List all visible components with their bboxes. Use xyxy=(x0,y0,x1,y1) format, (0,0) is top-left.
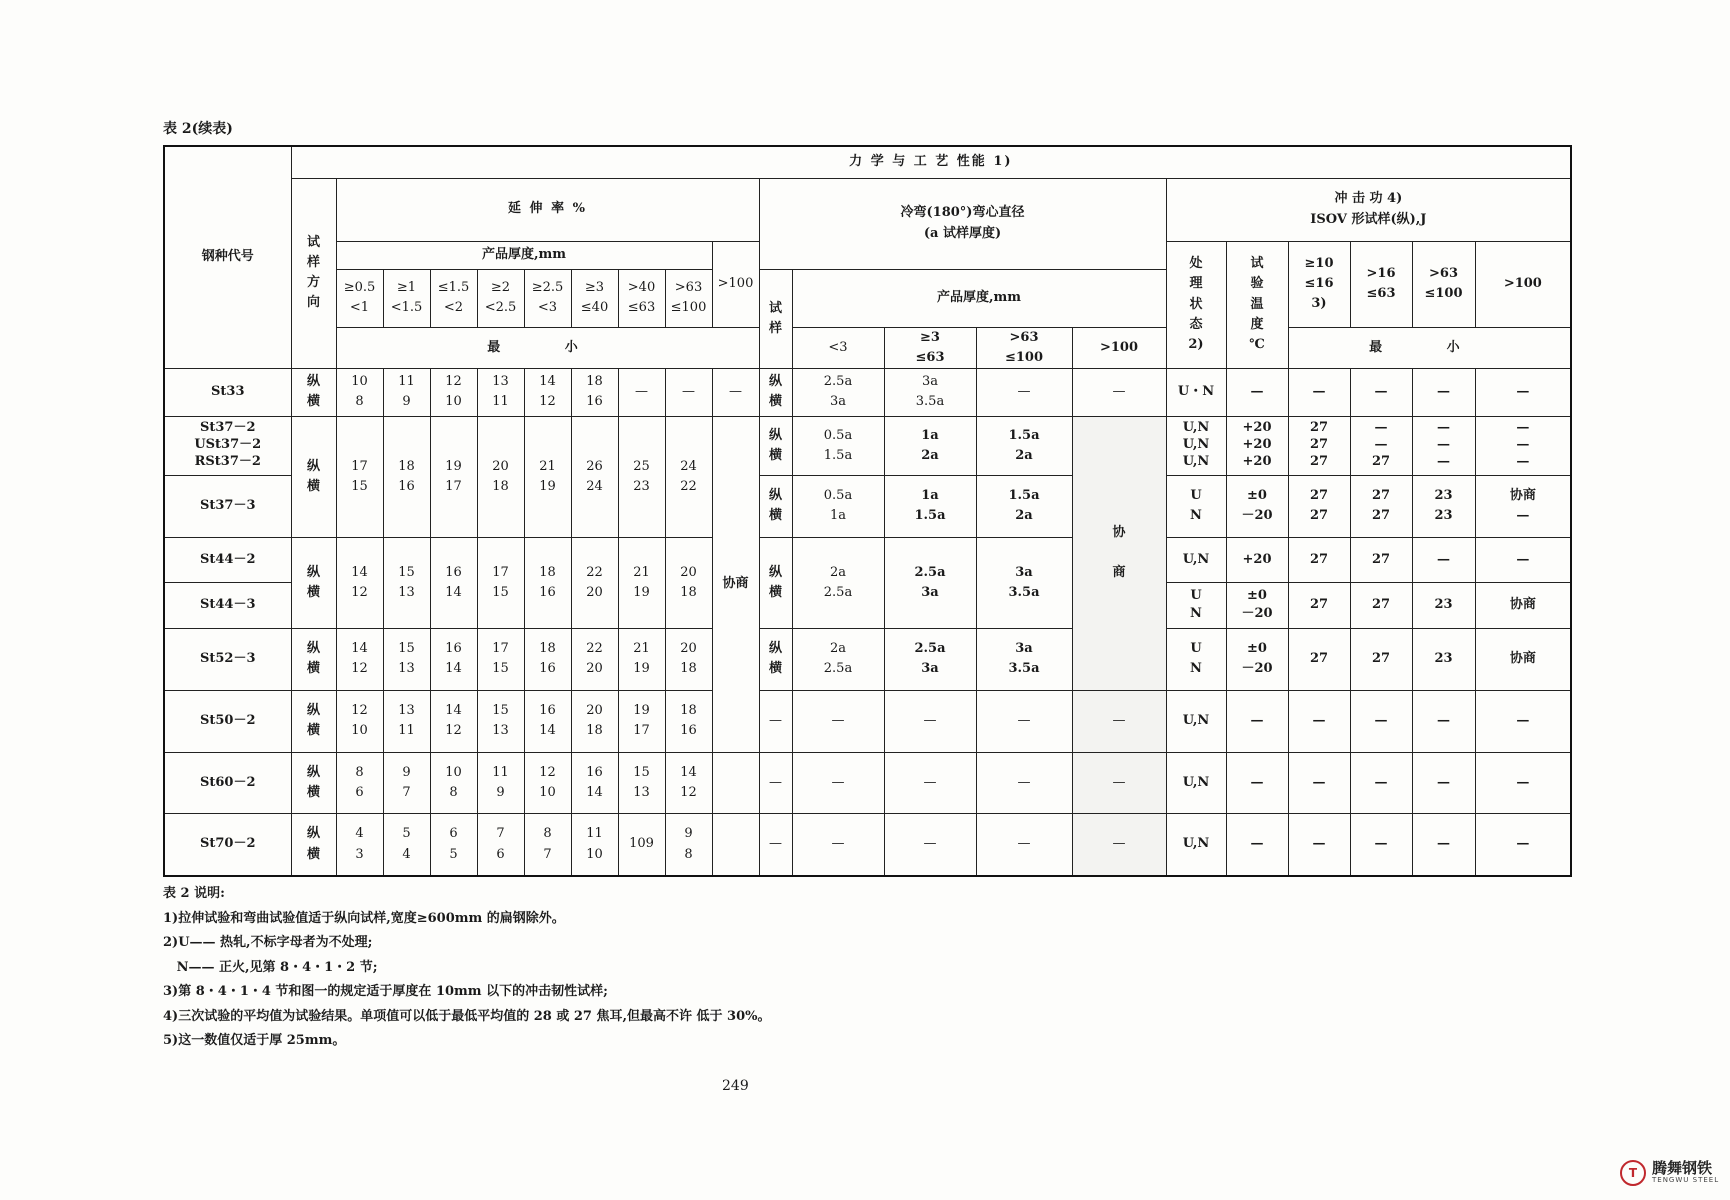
impact-cell: 23 23 xyxy=(1412,475,1475,537)
header-mechanical: 力 学 与 工 艺 性能 1) xyxy=(291,146,1571,178)
direction-cell: 纵 横 xyxy=(291,690,336,752)
bend-specimen-cell: 纵 横 xyxy=(759,416,792,475)
treatment-cell: U N xyxy=(1166,582,1226,628)
header-impact-col-2: >63 ≤100 xyxy=(1412,241,1475,327)
elong-gt100-cell xyxy=(712,752,759,813)
elong-cell: 4 3 xyxy=(336,813,383,876)
temp-cell: ±0 －20 xyxy=(1226,582,1288,628)
impact-cell: — xyxy=(1350,752,1412,813)
header-elong-col-1: ≥1 <1.5 xyxy=(383,269,430,327)
bend-cell: 1.5a 2a xyxy=(976,475,1072,537)
note-line: 2)U—— 热轧,不标字母者为不处理; xyxy=(163,935,373,950)
header-specimen-direction: 试 样 方 向 xyxy=(291,178,336,368)
elong-cell: 5 4 xyxy=(383,813,430,876)
grade-cell: St70－2 xyxy=(164,813,291,876)
elong-cell: 16 14 xyxy=(430,537,477,628)
impact-cell: — xyxy=(1412,368,1475,416)
elong-cell: 12 10 xyxy=(336,690,383,752)
brand-logo xyxy=(1620,1160,1719,1186)
impact-cell: — xyxy=(1412,690,1475,752)
header-elong-min: 最 小 xyxy=(336,327,759,368)
treatment-cell: U N xyxy=(1166,628,1226,690)
impact-cell: — xyxy=(1288,752,1350,813)
table-notes xyxy=(163,882,771,1054)
bend-cell: — xyxy=(976,813,1072,876)
header-bend-col-3: >100 xyxy=(1072,327,1166,368)
impact-cell: — xyxy=(1412,813,1475,876)
elong-cell: 20 18 xyxy=(571,690,618,752)
grade-cell: St44－3 xyxy=(164,582,291,628)
impact-cell: — xyxy=(1412,752,1475,813)
bend-cell: — xyxy=(976,690,1072,752)
bend-specimen-cell: — xyxy=(759,813,792,876)
treatment-cell: U N xyxy=(1166,475,1226,537)
impact-cell: — xyxy=(1475,813,1571,876)
elong-cell: 20 18 xyxy=(665,537,712,628)
impact-cell: 27 27 xyxy=(1288,475,1350,537)
elong-cell: 17 15 xyxy=(477,628,524,690)
header-elongation: 延 伸 率 % xyxy=(336,178,759,241)
bend-cell: 3a 3.5a xyxy=(884,368,976,416)
direction-cell: 纵 横 xyxy=(291,628,336,690)
impact-cell: — — — xyxy=(1475,416,1571,475)
elong-cell: 11 9 xyxy=(477,752,524,813)
bend-gt100-merged: 协 商 xyxy=(1072,416,1166,690)
header-bend-specimen: 试 样 xyxy=(759,269,792,368)
table-row xyxy=(164,628,1571,690)
elong-cell: 8 7 xyxy=(524,813,571,876)
note-line: 3)第 8・4・1・4 节和图一的规定适于厚度在 10mm 以下的冲击韧性试样; xyxy=(163,984,608,999)
elong-cell: 17 15 xyxy=(477,537,524,628)
elong-gt100-cell: — xyxy=(712,368,759,416)
impact-cell: 27 xyxy=(1350,582,1412,628)
temp-cell: ±0 －20 xyxy=(1226,475,1288,537)
elong-cell: — xyxy=(618,368,665,416)
impact-cell: — xyxy=(1350,368,1412,416)
temp-cell: — xyxy=(1226,813,1288,876)
bend-cell: — xyxy=(792,690,884,752)
elong-cell: — xyxy=(665,368,712,416)
bend-cell: — xyxy=(884,813,976,876)
table-caption: 表 2(续表) xyxy=(163,121,233,137)
note-line: 1)拉伸试验和弯曲试验值适于纵向试样,宽度≥600mm 的扁钢除外。 xyxy=(163,910,565,926)
elong-cell: 12 10 xyxy=(524,752,571,813)
elong-cell: 16 14 xyxy=(571,752,618,813)
note-line: 4)三次试验的平均值为试验结果。单项值可以低于最低平均值的 28 或 27 焦耳,但最高不许 低于 30%。 xyxy=(163,1008,771,1024)
table-row xyxy=(164,537,1571,582)
bend-cell: — xyxy=(976,368,1072,416)
impact-cell: — xyxy=(1350,813,1412,876)
impact-cell: 27 27 xyxy=(1350,475,1412,537)
bend-specimen-cell: 纵 横 xyxy=(759,537,792,628)
header-elong-col-0: ≥0.5 <1 xyxy=(336,269,383,327)
header-elong-col-6: >40 ≤63 xyxy=(618,269,665,327)
bend-cell: — xyxy=(976,752,1072,813)
note-line: N—— 正火,见第 8・4・1・2 节; xyxy=(163,959,378,975)
header-impact-min: 最 小 xyxy=(1288,327,1571,368)
elong-cell: 20 18 xyxy=(477,416,524,537)
impact-cell: 23 xyxy=(1412,582,1475,628)
elong-cell: 22 20 xyxy=(571,628,618,690)
elong-gt100-merged: 协商 xyxy=(712,416,759,752)
elong-cell: 8 6 xyxy=(336,752,383,813)
elong-cell: 14 12 xyxy=(524,368,571,416)
elong-cell: 24 22 xyxy=(665,416,712,537)
header-bend-col-0: <3 xyxy=(792,327,884,368)
logo-en: TENGWU STEEL xyxy=(1652,1176,1720,1185)
elong-cell: 14 12 xyxy=(336,537,383,628)
page-number: 249 xyxy=(722,1078,749,1094)
elong-cell: 14 12 xyxy=(665,752,712,813)
bend-specimen-cell: 纵 横 xyxy=(759,368,792,416)
temp-cell: — xyxy=(1226,690,1288,752)
elong-cell: 109 xyxy=(618,813,665,876)
header-elong-thickness: 产品厚度,mm xyxy=(336,241,712,269)
header-grade: 钢种代号 xyxy=(164,146,291,368)
bend-cell: 2a 2.5a xyxy=(792,537,884,628)
elong-cell: 14 12 xyxy=(430,690,477,752)
impact-cell: — xyxy=(1475,752,1571,813)
header-bend-col-2: >63 ≤100 xyxy=(976,327,1072,368)
header-impact-col-3: >100 xyxy=(1475,241,1571,327)
elong-cell: 17 15 xyxy=(336,416,383,537)
grade-cell: St44－2 xyxy=(164,537,291,582)
elong-cell: 11 10 xyxy=(571,813,618,876)
elong-cell: 18 16 xyxy=(524,628,571,690)
impact-cell: 27 27 27 xyxy=(1288,416,1350,475)
table-row xyxy=(164,813,1571,876)
elong-cell: 18 16 xyxy=(383,416,430,537)
elong-cell: 22 20 xyxy=(571,537,618,628)
header-bend-col-1: ≥3 ≤63 xyxy=(884,327,976,368)
bend-cell: 1a 2a xyxy=(884,416,976,475)
bend-cell: 1.5a 2a xyxy=(976,416,1072,475)
elong-cell: 21 19 xyxy=(524,416,571,537)
elong-cell: 15 13 xyxy=(618,752,665,813)
table-row xyxy=(164,690,1571,752)
table-row xyxy=(164,752,1571,813)
elong-cell: 16 14 xyxy=(524,690,571,752)
header-elong-col-2: ≤1.5 <2 xyxy=(430,269,477,327)
direction-cell: 纵 横 xyxy=(291,813,336,876)
bend-specimen-cell: — xyxy=(759,690,792,752)
elong-cell: 10 8 xyxy=(336,368,383,416)
grade-cell: St52－3 xyxy=(164,628,291,690)
elong-cell: 6 5 xyxy=(430,813,477,876)
header-impact-col-0: ≥10 ≤16 3) xyxy=(1288,241,1350,327)
bend-specimen-cell: — xyxy=(759,752,792,813)
grade-cell: St33 xyxy=(164,368,291,416)
elong-cell: 19 17 xyxy=(430,416,477,537)
impact-cell: — xyxy=(1288,690,1350,752)
treatment-cell: U,N xyxy=(1166,690,1226,752)
bend-cell: — xyxy=(1072,368,1166,416)
header-bend-thickness: 产品厚度,mm xyxy=(792,269,1166,327)
impact-cell: — xyxy=(1288,813,1350,876)
header-impact: 冲 击 功 4) ISOV 形试样(纵),J xyxy=(1166,178,1571,241)
elong-cell: 18 16 xyxy=(571,368,618,416)
direction-cell: 纵 横 xyxy=(291,416,336,537)
direction-cell: 纵 横 xyxy=(291,752,336,813)
impact-cell: 23 xyxy=(1412,628,1475,690)
impact-cell: 27 xyxy=(1288,628,1350,690)
bend-cell: 0.5a 1a xyxy=(792,475,884,537)
bend-cell: — xyxy=(884,752,976,813)
elong-cell: 21 19 xyxy=(618,537,665,628)
elong-cell: 9 7 xyxy=(383,752,430,813)
note-line: 5)这一数值仅适于厚 25mm。 xyxy=(163,1033,346,1048)
temp-cell: — xyxy=(1226,752,1288,813)
bend-cell: 2.5a 3a xyxy=(884,628,976,690)
header-treatment: 处 理 状 态 2) xyxy=(1166,241,1226,368)
bend-cell: 1a 1.5a xyxy=(884,475,976,537)
treatment-cell: U,N xyxy=(1166,537,1226,582)
header-bend: 冷弯(180°)弯心直径 (a 试样厚度) xyxy=(759,178,1166,269)
impact-cell: 27 xyxy=(1350,628,1412,690)
logo-mark-icon: T xyxy=(1620,1160,1646,1186)
impact-cell: 协商 — xyxy=(1475,475,1571,537)
elong-cell: 16 14 xyxy=(430,628,477,690)
elong-cell: 18 16 xyxy=(665,690,712,752)
header-elong-col-4: ≥2.5 <3 xyxy=(524,269,571,327)
grade-cell: St37－3 xyxy=(164,475,291,537)
impact-cell: — xyxy=(1475,368,1571,416)
elong-cell: 15 13 xyxy=(383,537,430,628)
elong-cell: 25 23 xyxy=(618,416,665,537)
bend-specimen-cell: 纵 横 xyxy=(759,475,792,537)
header-elong-col-5: ≥3 ≤40 xyxy=(571,269,618,327)
elong-cell: 13 11 xyxy=(383,690,430,752)
elong-cell: 13 11 xyxy=(477,368,524,416)
impact-cell: — xyxy=(1350,690,1412,752)
bend-cell: 3a 3.5a xyxy=(976,537,1072,628)
bend-cell: 2.5a 3a xyxy=(792,368,884,416)
grade-cell: St50－2 xyxy=(164,690,291,752)
elong-gt100-cell xyxy=(712,813,759,876)
bend-cell: — xyxy=(792,752,884,813)
treatment-cell: U・N xyxy=(1166,368,1226,416)
impact-cell: 协商 xyxy=(1475,582,1571,628)
bend-specimen-cell: 纵 横 xyxy=(759,628,792,690)
bend-cell: 3a 3.5a xyxy=(976,628,1072,690)
bend-cell: 2.5a 3a xyxy=(884,537,976,628)
bend-cell: 2a 2.5a xyxy=(792,628,884,690)
grade-cell: St37－2 USt37－2 RSt37－2 xyxy=(164,416,291,475)
elong-cell: 11 9 xyxy=(383,368,430,416)
impact-cell: 27 xyxy=(1350,537,1412,582)
table-row xyxy=(164,416,1571,475)
impact-cell: 27 xyxy=(1288,582,1350,628)
elong-cell: 19 17 xyxy=(618,690,665,752)
bend-cell: — xyxy=(792,813,884,876)
elong-cell: 15 13 xyxy=(383,628,430,690)
elong-cell: 21 19 xyxy=(618,628,665,690)
logo-text xyxy=(1652,1161,1719,1184)
impact-cell: — — — xyxy=(1412,416,1475,475)
direction-cell: 纵 横 xyxy=(291,537,336,628)
treatment-cell: U,N xyxy=(1166,813,1226,876)
grade-cell: St60－2 xyxy=(164,752,291,813)
bend-cell: — xyxy=(1072,690,1166,752)
header-test-temp: 试 验 温 度 ℃ xyxy=(1226,241,1288,368)
elong-cell: 7 6 xyxy=(477,813,524,876)
bend-cell: — xyxy=(884,690,976,752)
header-elong-col-7: >63 ≤100 xyxy=(665,269,712,327)
elong-cell: 26 24 xyxy=(571,416,618,537)
header-elong-gt100: >100 xyxy=(712,241,759,327)
treatment-cell: U,N U,N U,N xyxy=(1166,416,1226,475)
temp-cell: ±0 －20 xyxy=(1226,628,1288,690)
temp-cell: +20 +20 +20 xyxy=(1226,416,1288,475)
impact-cell: — xyxy=(1412,537,1475,582)
temp-cell: +20 xyxy=(1226,537,1288,582)
elong-cell: 10 8 xyxy=(430,752,477,813)
elong-cell: 12 10 xyxy=(430,368,477,416)
elong-cell: 20 18 xyxy=(665,628,712,690)
impact-cell: — — 27 xyxy=(1350,416,1412,475)
impact-cell: 27 xyxy=(1288,537,1350,582)
note-line: 表 2 说明: xyxy=(163,886,225,901)
bend-cell: 0.5a 1.5a xyxy=(792,416,884,475)
header-impact-col-1: >16 ≤63 xyxy=(1350,241,1412,327)
impact-cell: — xyxy=(1475,690,1571,752)
elong-cell: 18 16 xyxy=(524,537,571,628)
table-row xyxy=(164,368,1571,416)
impact-cell: 协商 xyxy=(1475,628,1571,690)
bend-cell: — xyxy=(1072,813,1166,876)
steel-properties-table xyxy=(163,145,1572,877)
impact-cell: — xyxy=(1288,368,1350,416)
temp-cell: — xyxy=(1226,368,1288,416)
direction-cell: 纵 横 xyxy=(291,368,336,416)
treatment-cell: U,N xyxy=(1166,752,1226,813)
header-elong-col-3: ≥2 <2.5 xyxy=(477,269,524,327)
impact-cell: — xyxy=(1475,537,1571,582)
elong-cell: 15 13 xyxy=(477,690,524,752)
elong-cell: 14 12 xyxy=(336,628,383,690)
logo-cn: 腾舞钢铁 xyxy=(1652,1159,1713,1178)
bend-cell: — xyxy=(1072,752,1166,813)
elong-cell: 9 8 xyxy=(665,813,712,876)
